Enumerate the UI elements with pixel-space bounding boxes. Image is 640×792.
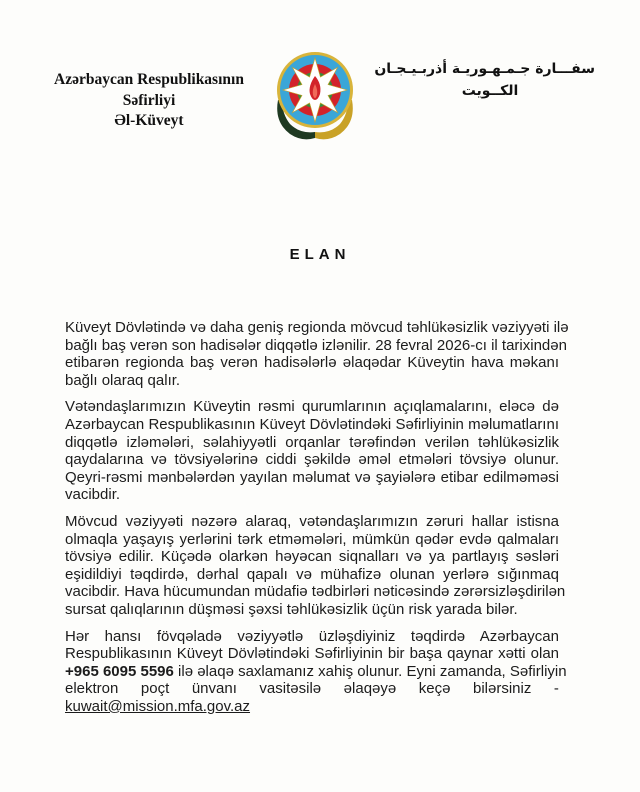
paragraph-line: olmaqla yaşayış yerlərini tərk etməmələri, mümkün qədər evdə qalmaları <box>65 530 559 548</box>
announcement-title: ELAN <box>289 246 351 263</box>
paragraph-line: Azərbaycan Respublikasının Küveyt Dövlətindəki Səfirliyinin məlumatlarını <box>65 415 559 433</box>
paragraph-line-email-intro <box>65 680 559 698</box>
paragraph-line: Respublikasının Küveyt Dövlətindəki Səfirliyinin bir başa qaynar xətti olan <box>65 645 559 663</box>
paragraph-1 <box>65 319 569 389</box>
paragraph-line: Qeyri-rəsmi mənbələrdən yayılan məlumat və şayiələrə etibar edilməməsi <box>65 468 559 486</box>
word: - <box>553 680 559 698</box>
paragraph-line: bağlı olaraq qalır. <box>65 371 181 389</box>
embassy-email-link[interactable]: kuwait@mission.mfa.gov.az <box>65 697 251 715</box>
header-left-line-2: Səfirliyi <box>122 91 176 109</box>
announcement-body <box>65 319 569 724</box>
paragraph-line: diqqətlə izləmələri, səlahiyyətli orqanlar tərəfindən verilən təhlükəsizlik <box>65 433 559 451</box>
emblem-graphic <box>270 42 360 142</box>
word: əlaqəyə <box>343 680 397 698</box>
header-right-line-1: سفـــارة جـمـهـوريـة أذربـيـجـان <box>374 61 595 77</box>
word: poçt <box>140 680 170 698</box>
paragraph-line: tövsiyə edilir. Küçədə olarkən həyəcan siqnalları və ya partlayış səsləri <box>65 548 559 566</box>
paragraph-3 <box>65 512 566 619</box>
paragraph-4-contact <box>65 627 567 716</box>
hotline-phone-number[interactable]: +965 6095 5596 <box>65 662 174 680</box>
paragraph-line: sursat qalıqlarının düşməsi şəxsi təhlükəsizlik üçün risk yarada bilər. <box>65 600 518 618</box>
header-left-line-3: Əl-Küveyt <box>114 112 184 129</box>
header-right-line-2: الكــويت <box>461 83 519 99</box>
word: vasitəsilə <box>259 680 322 698</box>
paragraph-2 <box>65 398 559 504</box>
paragraph-line: Vətəndaşlarımızın Küveytin rəsmi qurumlarının açıqlamalarını, eləcə də <box>65 398 559 416</box>
paragraph-line: Küveyt Dövlətində və daha geniş regionda mövcud təhlükəsizlik vəziyyəti ilə <box>65 319 569 336</box>
header-left-line-1: Azərbaycan Respublikasının <box>54 71 244 88</box>
paragraph-line: Mövcud vəziyyəti nəzərə alaraq, vətəndaşlarımızın zəruri hallar istisna <box>65 512 559 530</box>
paragraph-line-phone <box>65 662 567 681</box>
paragraph-line: vacibdir. Hava hücumundan müdafiə tədbirləri nəticəsində zərərsizləşdirilən <box>65 583 566 601</box>
paragraph-line: bağlı baş verən son hadisələr diqqətlə izlənilir. 28 fevral 2026-cı il tarixindən <box>65 336 567 354</box>
paragraph-line: vacibdir. <box>65 486 121 504</box>
state-emblem-icon <box>270 42 360 142</box>
embassy-name-azerbaijani <box>40 70 258 132</box>
paragraph-line: eşidildiyi təqdirdə, dərhal qapalı və mühafizə olunan yerlərə sığınmaq <box>65 565 559 583</box>
paragraph-line: qaydalarına və tövsiyələrinə ciddi şəkildə əməl etmələri tövsiyə olunur. <box>65 451 559 469</box>
phone-line-rest: ilə əlaqə saxlamanız xahiş olunur. Eyni zamanda, Səfirliyin <box>173 662 567 680</box>
word: keçə <box>418 680 451 698</box>
email-line <box>65 698 559 716</box>
word: bilərsiniz <box>473 680 532 698</box>
paragraph-line: Hər hansı fövqəladə vəziyyətlə üzləşdiyiniz təqdirdə Azərbaycan <box>65 627 559 645</box>
paragraph-line: etibarən regionda baş verən hadisələrlə əlaqədar Küveytin hava məkanı <box>65 354 559 372</box>
embassy-name-arabic <box>374 58 595 102</box>
word: ünvanı <box>191 680 237 698</box>
word: elektron <box>65 680 119 698</box>
